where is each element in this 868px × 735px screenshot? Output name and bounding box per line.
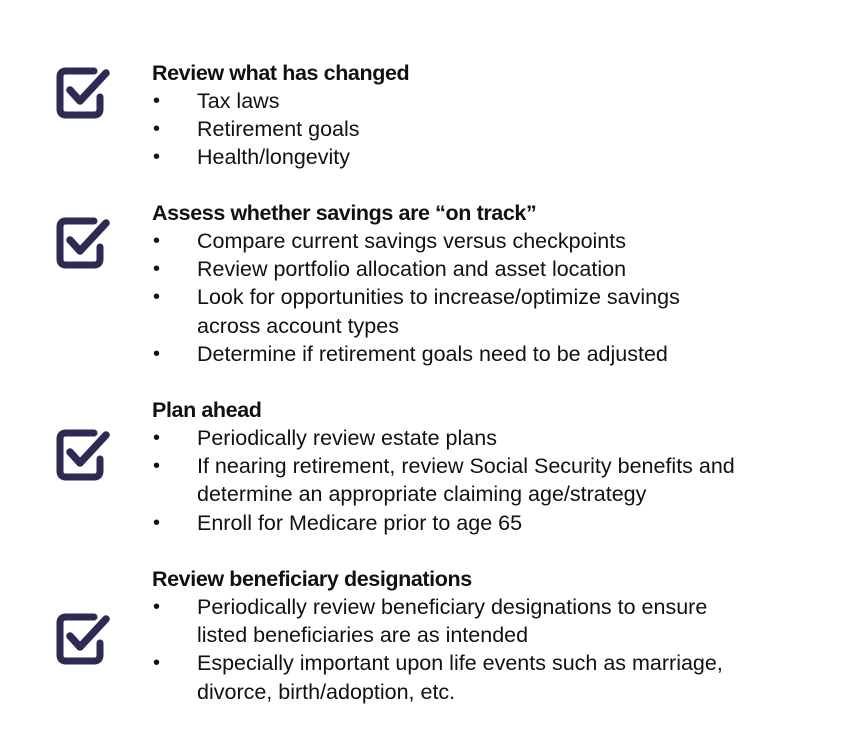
list-item: • Determine if retirement goals need to be adjusted bbox=[152, 340, 680, 368]
list-item: • Compare current savings versus checkpoints bbox=[152, 227, 680, 255]
bullet: • bbox=[153, 118, 161, 141]
bullet: • bbox=[153, 455, 161, 478]
bullet: • bbox=[153, 652, 161, 675]
list-item: • Especially important upon life events such as marriage, divorce, birth/adoption, etc. bbox=[153, 651, 723, 704]
section-heading: Plan ahead bbox=[152, 398, 262, 422]
list-item: • If nearing retirement, review Social Security benefits and determine an appropriate claiming age/strategy bbox=[153, 454, 735, 507]
bullet: • bbox=[153, 427, 161, 449]
bullet-list bbox=[152, 87, 360, 172]
bullet-list bbox=[152, 227, 680, 368]
list-item: • Retirement goals bbox=[152, 115, 360, 143]
section-heading: Assess whether savings are “on track” bbox=[152, 201, 537, 225]
list-item: • Review portfolio allocation and asset location bbox=[152, 255, 680, 283]
bullet: • bbox=[153, 511, 161, 534]
bullet: • bbox=[153, 596, 161, 618]
checkbox-checked-icon bbox=[54, 425, 112, 483]
list-item: • Look for opportunities to increase/optimize savings across account types bbox=[153, 285, 680, 338]
checkbox-checked-icon bbox=[54, 213, 112, 271]
list-item: • Periodically review beneficiary designations to ensure listed beneficiaries are as intended bbox=[153, 595, 708, 648]
checkbox-checked-icon bbox=[54, 609, 112, 667]
bullet: • bbox=[153, 286, 161, 309]
list-item: • Periodically review estate plans bbox=[152, 424, 735, 452]
bullet: • bbox=[153, 230, 161, 252]
section-heading: Review beneficiary designations bbox=[152, 567, 472, 591]
bullet: • bbox=[153, 146, 161, 169]
bullet-list bbox=[152, 424, 735, 537]
list-item: • Health/longevity bbox=[152, 143, 360, 171]
list-item: • Enroll for Medicare prior to age 65 bbox=[152, 509, 735, 537]
bullet: • bbox=[153, 258, 161, 281]
list-item: • Tax laws bbox=[152, 87, 360, 115]
bullet-list bbox=[152, 593, 723, 706]
bullet: • bbox=[153, 90, 161, 112]
bullet: • bbox=[153, 342, 161, 365]
checkbox-checked-icon bbox=[54, 63, 112, 121]
section-heading: Review what has changed bbox=[152, 61, 410, 85]
